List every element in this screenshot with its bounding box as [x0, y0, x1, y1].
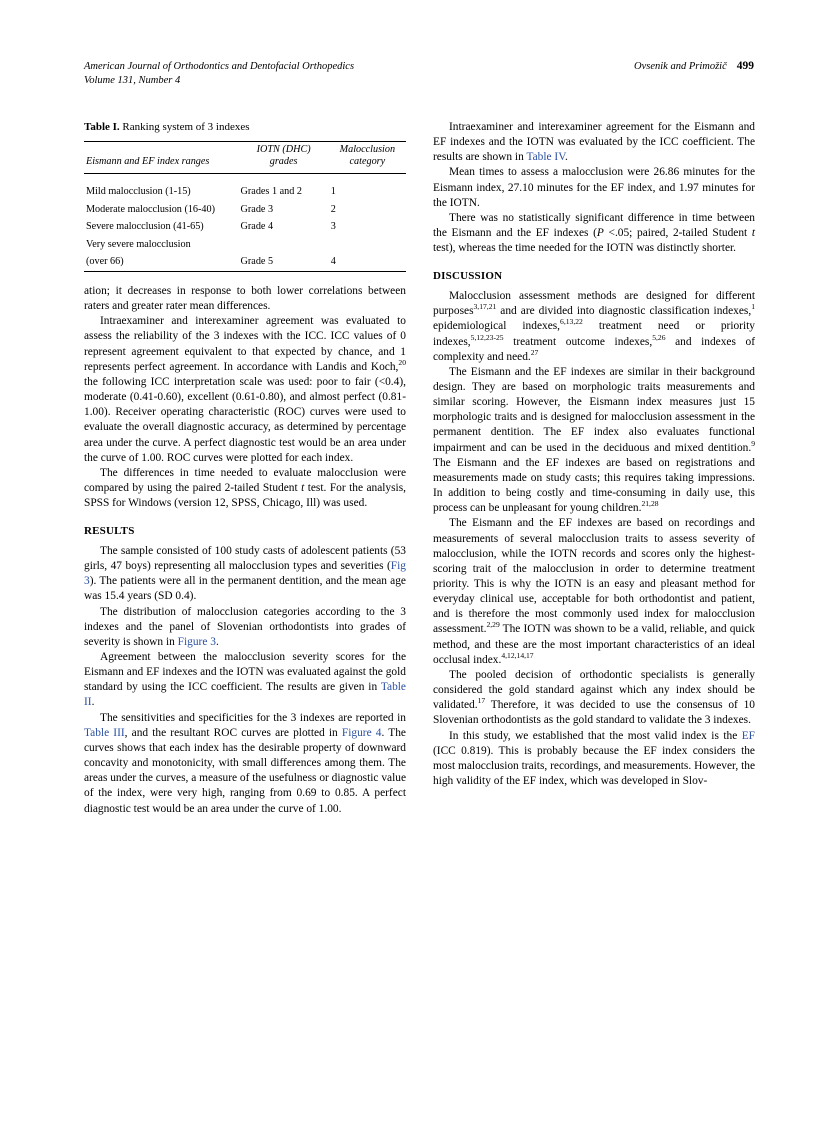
- text-run: . The curves shows that each index has the desirable property of downward concavity and monotonicity, with small differences among them. The areas under the curves, a measure of the usefulness or diagnostic value of the index, were very high, ranging from 0.69 to 0.85. A perfect diagnostic test would be an area under the curve of 1.00.: [84, 726, 406, 815]
- text-run: Intraexaminer and interexaminer agreement was evaluated to assess the reliability of the 3 indexes with the ICC. ICC values of 0 represent agreement equivalent to that expected by chance, and 1 represents perfect agreement. In accordance with Landis and Koch,: [84, 315, 406, 373]
- text-run: treatment need or priority indexes,: [433, 320, 755, 348]
- text-run: The Eismann and the EF indexes are based on recordings and measurements of several malocclusion traits to assess severity of malocclusion, while the IOTN records and scores only the highest-scoring trait of the malocclusion in order to determine treatment priority. This is why the IOTN is an easy and pleasant method for everyday clinical use, acceptable for both orthodontist and patient, and is therefore the most commonly used index for malocclusion assessment.: [433, 517, 755, 636]
- table-cell-range: Mild malocclusion (1-15): [86, 186, 191, 198]
- left-column: [84, 120, 406, 817]
- table-1: [84, 120, 406, 272]
- text-run: and are divided into diagnostic classification indexes,: [496, 305, 752, 318]
- paragraph-reliability: [84, 314, 406, 466]
- text-run: and indexes of complexity and need.: [433, 335, 755, 363]
- text-run: , and the resultant ROC curves are plotted in: [124, 726, 342, 739]
- paragraph-agreement: [84, 650, 406, 711]
- section-heading-results: RESULTS: [84, 525, 135, 538]
- journal-volume: Volume 131, Number 4: [84, 75, 181, 87]
- citation-ref: 27: [530, 347, 539, 357]
- paragraph-mean-times: Mean times to assess a malocclusion were 26.86 minutes for the Eismann index, 27.10 minutes for the EF index, and 1.97 minutes for the IOTN.: [433, 166, 755, 209]
- table-row: [84, 201, 406, 219]
- table-cell-category: 4: [330, 256, 336, 268]
- text-run: test), whereas the time needed for the IOTN was distinctly shorter.: [433, 242, 737, 255]
- text-run: The sample consisted of 100 study casts of adolescent patients (53 girls, 47 boys) representing all malocclusion types and severities (: [84, 544, 406, 573]
- table-cell-range: Moderate malocclusion (16-40): [86, 203, 216, 215]
- table-cell-range: Severe malocclusion (41-65): [86, 221, 204, 233]
- citation-ref: 17: [477, 696, 486, 706]
- table-cell-category: 1: [330, 186, 336, 198]
- table-link-table4[interactable]: Table IV: [526, 151, 565, 164]
- table-1-number: Table I.: [84, 121, 120, 133]
- table-cell-category: [329, 236, 406, 254]
- citation-ref: 20: [398, 357, 406, 367]
- table-row: [84, 253, 406, 271]
- page-number: 499: [736, 60, 754, 72]
- journal-title-block: [84, 60, 504, 88]
- table-1-grid: [84, 141, 406, 272]
- paragraph-validity: [433, 729, 755, 790]
- text-run: The sensitivities and specificities for the 3 indexes are reported in: [100, 711, 406, 724]
- text-run: epidemiological indexes,: [433, 320, 561, 333]
- table-cell-category: 3: [330, 221, 336, 233]
- citation-ref: 9: [751, 438, 755, 448]
- text-run: Therefore, it was decided to use the consensus of 10 Slovenian orthodontists as the gold standard to validate the 3 indexes.: [433, 699, 755, 727]
- table-row: [84, 236, 406, 254]
- text-run: The Eismann and the EF indexes are similar in their background design. They are based on morphologic traits measurements and similar scoring. However, the Eismann index measures just 15 morphologic traits and is designed for malocclusion assessment in the permanent dentition. The EF index also evaluates functional impairment and can be used in the deciduous and mixed dentition.: [433, 365, 755, 454]
- citation-ref: 21,28: [641, 499, 659, 509]
- running-head-authors: Ovsenik and Primožič: [634, 61, 727, 72]
- text-run: .: [564, 151, 568, 164]
- text-run: .: [91, 696, 95, 709]
- text-run: Intraexaminer and interexaminer agreement for the Eismann and EF indexes and the IOTN was evaluated by the ICC coefficient. The results are shown in: [433, 121, 755, 164]
- citation-ref: 5,26: [652, 332, 666, 342]
- text-run: (ICC 0.819). This is probably because the EF index considers the most malocclusion traits, recordings, and measurements. However, the high validity of the EF index, which was developed in Slov-: [433, 744, 755, 788]
- figure-link-fig3[interactable]: Fig 3: [84, 560, 406, 588]
- table-row: [84, 218, 406, 236]
- citation-ref: 6,13,22: [560, 317, 583, 327]
- table-1-title: Ranking system of 3 indexes: [122, 121, 250, 133]
- paragraph-assessment-methods: [433, 289, 755, 365]
- citation-ref: 3,17,21: [473, 302, 497, 312]
- text-run: <.05; paired, 2-tailed Student: [603, 227, 752, 240]
- table-cell-range: Very severe malocclusion: [86, 238, 191, 250]
- paragraph-gold-standard: [433, 668, 755, 729]
- text-run: The IOTN was shown to be a valid, reliable, and quick method, and these are the most important characteristics of an ideal occlusal index.: [433, 623, 755, 666]
- paragraph-iotn-advantages: [433, 516, 755, 668]
- text-run: ). The patients were all in the permanent dentition, and the mean age was 15.4 years (SD 0.4).: [84, 575, 406, 603]
- paragraph-distribution: [84, 605, 406, 650]
- text-run: Malocclusion assessment methods are designed for different purposes: [433, 290, 755, 318]
- figure-link-figure3[interactable]: Figure 3: [177, 635, 216, 648]
- citation-ref: 5,12,23-25: [470, 332, 504, 342]
- citation-ref: 2,29: [486, 620, 500, 630]
- table-1-col-0: Eismann and EF index ranges: [86, 156, 210, 168]
- table-cell-grade: Grade 3: [240, 203, 274, 215]
- stat-symbol-p: P: [596, 227, 604, 240]
- journal-title: American Journal of Orthodontics and Dentofacial Orthopedics: [84, 61, 355, 72]
- table-link-table2[interactable]: Table II: [84, 681, 406, 709]
- text-run: the following ICC interpretation scale was used: poor to fair (<0.4), moderate (0.41-0.60), excellent (0.61-0.80), and almost perfect (0.81-1.00). Receiver operating characteristic (ROC) curves were used to evaluate the overall diagnostic accuracy, as determined by percentage area under the curve. A perfect diagnostic test would be an area under the curve of 1.00. ROC curves were plotted for each index.: [84, 375, 406, 464]
- table-row: [84, 183, 406, 201]
- text-run: test. For the analysis, SPSS for Windows (version 12, SPSS, Chicago, Ill) was used.: [84, 481, 407, 510]
- table-1-col-2: Malocclusion category: [339, 143, 396, 168]
- table-cell-grade: Grade 5: [240, 256, 274, 268]
- paragraph-sensitivity: [84, 711, 406, 817]
- table-cell-grade: Grade 4: [240, 221, 274, 233]
- section-heading-discussion: DISCUSSION: [433, 270, 503, 283]
- citation-ref: 1: [751, 302, 755, 312]
- text-run: The Eismann and the EF indexes are based on registrations and measurements made on study casts; this requires taking impressions. In addition to being costly and time-consuming in daily use, this process can be unpleasant for young children.: [433, 456, 755, 515]
- citation-ref: 4,12,14,17: [501, 650, 534, 660]
- text-run: The differences in time needed to evaluate malocclusion were compared by using the paired 2-tailed Student: [84, 466, 406, 494]
- table-link-table3[interactable]: Table III: [84, 726, 125, 739]
- paragraph-index-comparison: [433, 365, 755, 517]
- paragraph-statistics: [84, 466, 406, 511]
- stat-symbol-t: t: [751, 227, 756, 240]
- stat-symbol: t: [301, 481, 305, 494]
- table-cell-grade: [239, 236, 329, 254]
- text-run: There was no statistically significant difference in time between the Eismann and the EF indexes (: [433, 211, 755, 240]
- running-head-right: [634, 60, 754, 72]
- table-1-caption: [84, 120, 406, 135]
- paragraph-sample: [84, 544, 406, 605]
- table-cell-category: 2: [330, 203, 336, 215]
- paragraph-time-difference: [433, 211, 755, 256]
- running-head: [84, 60, 754, 88]
- paragraph-continuation: ation; it decreases in response to both lower correlations between raters and greater rater mean differences.: [84, 284, 406, 313]
- index-link-ef[interactable]: EF: [741, 729, 755, 742]
- paragraph-icc-agreement: [433, 120, 755, 165]
- text-run: In this study, we established that the most valid index is the: [449, 729, 742, 742]
- text-run: The distribution of malocclusion categories according to the 3 indexes and the panel of Slovenian orthodontists into grades of severity is shown in: [84, 605, 406, 648]
- text-run: Agreement between the malocclusion severity scores for the Eismann and EF indexes and the IOTN was evaluated against the gold standard by using the ICC coefficient. The results are given in: [84, 651, 406, 694]
- table-cell-range: (over 66): [86, 256, 124, 268]
- right-column: [433, 120, 755, 789]
- figure-link-figure4[interactable]: Figure 4: [341, 726, 382, 739]
- table-cell-grade: Grades 1 and 2: [240, 186, 302, 198]
- text-run: .: [215, 635, 219, 648]
- text-run: The pooled decision of orthodontic specialists is generally considered the gold standard against which any index should be validated.: [433, 668, 755, 712]
- text-run: treatment outcome indexes,: [503, 335, 653, 348]
- table-1-col-1: IOTN (DHC) grades: [256, 143, 311, 168]
